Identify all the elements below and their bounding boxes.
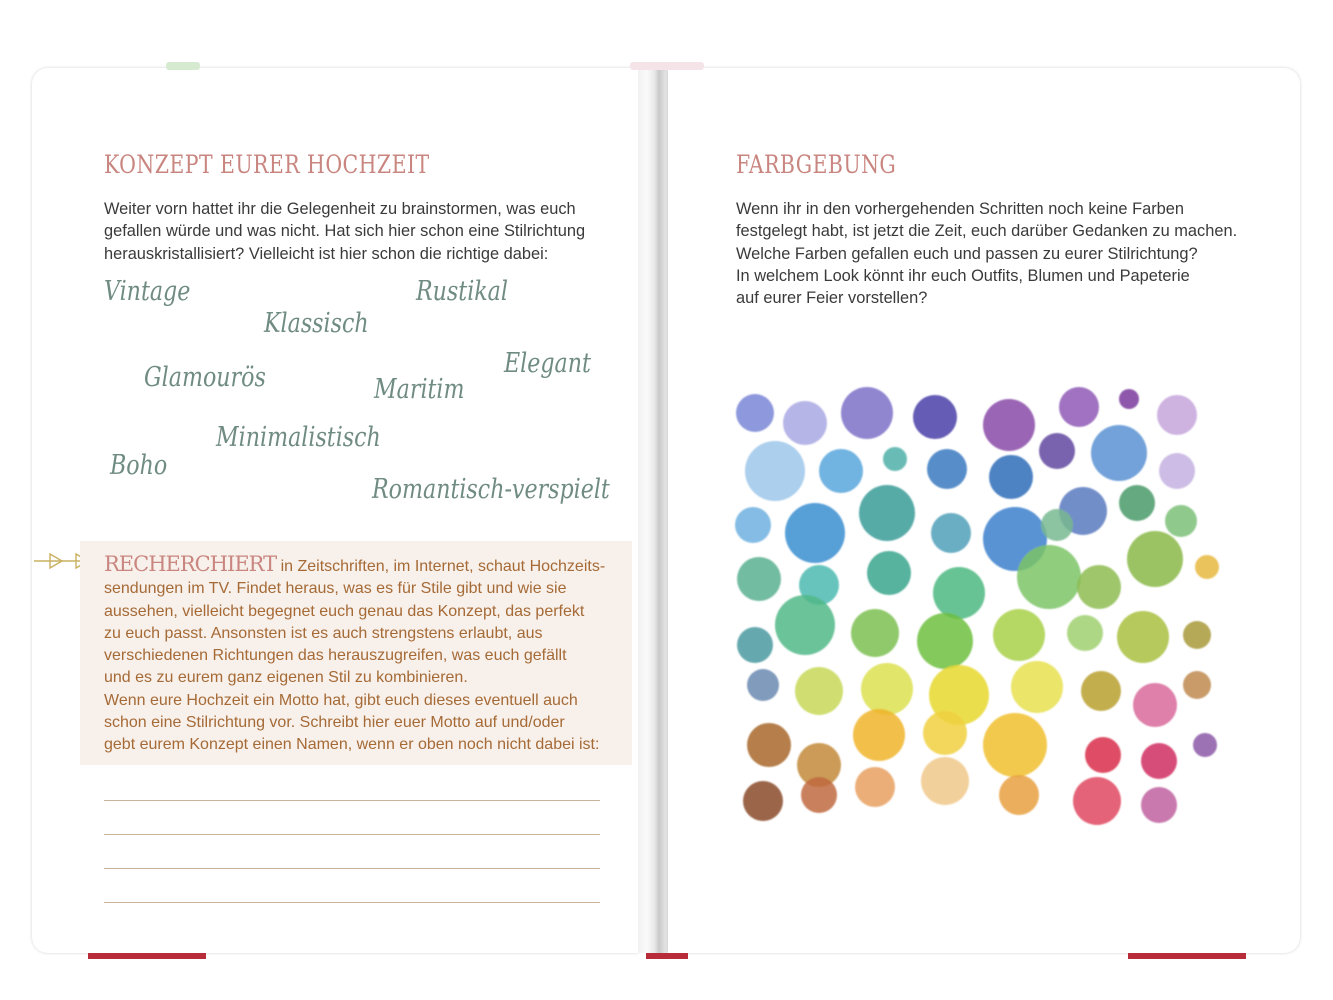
intro-line: gefallen würde und was nicht. Hat sich hier schon eine Stilrichtung: [104, 222, 586, 241]
watercolor-dot: [931, 513, 971, 553]
intro-line: herauskristallisiert? Vielleicht ist hier schon die richtige dabei:: [104, 244, 549, 263]
watercolor-dot: [1017, 545, 1081, 609]
research-line: Wenn eure Hochzeit ein Motto hat, gibt euch dieses eventuell auch: [104, 691, 578, 709]
research-line: verschiedenen Richtungen das herauszugreifen, was euch gefällt: [104, 647, 567, 665]
book-spine: [638, 68, 668, 953]
bookmark-ribbon: [1128, 953, 1246, 959]
watercolor-dot: [989, 455, 1033, 499]
watercolor-dot: [1141, 743, 1177, 779]
watercolor-dot: [855, 767, 895, 807]
research-line: sendungen im TV. Findet heraus, was es für Stile gibt und wie sie: [104, 580, 567, 598]
intro-line: Welche Farben gefallen euch und passen zu eurer Stilrichtung?: [736, 244, 1198, 263]
writing-line[interactable]: [104, 800, 600, 801]
watercolor-dot: [1165, 505, 1197, 537]
left-page: [32, 68, 638, 953]
watercolor-dot: [883, 447, 907, 471]
intro-line: auf eurer Feier vorstellen?: [736, 289, 928, 308]
watercolor-dot: [1085, 737, 1121, 773]
style-word-vintage: Vintage: [104, 276, 191, 307]
watercolor-dot: [737, 557, 781, 601]
watercolor-dot: [1067, 615, 1103, 651]
watercolor-dot: [795, 667, 843, 715]
watercolor-dots-illustration: [719, 385, 1229, 835]
watercolor-dot: [1157, 395, 1197, 435]
research-keyword: RECHERCHIERT: [104, 552, 277, 576]
watercolor-dot: [867, 551, 911, 595]
watercolor-dot: [927, 449, 967, 489]
watercolor-dot: [1133, 683, 1177, 727]
watercolor-dot: [1195, 555, 1219, 579]
watercolor-dot: [783, 401, 827, 445]
watercolor-dot: [933, 567, 985, 619]
style-word-boho: Boho: [110, 450, 168, 481]
research-line: in Zeitschriften, im Internet, schaut Hochzeits-: [276, 558, 606, 575]
watercolor-dot: [745, 441, 805, 501]
research-note: [80, 541, 632, 765]
leaf-decoration: [166, 62, 200, 70]
watercolor-dot: [917, 613, 973, 669]
style-word-klassisch: Klassisch: [264, 308, 369, 339]
style-word-minimalistisch: Minimalistisch: [216, 422, 381, 453]
bookmark-ribbon: [88, 953, 206, 959]
style-word-elegant: Elegant: [504, 348, 591, 379]
watercolor-dot: [1073, 777, 1121, 825]
watercolor-dot: [785, 503, 845, 563]
research-line: schon eine Stilrichtung vor. Schreibt hier euer Motto auf und/oder: [104, 714, 565, 732]
style-word-rustikal: Rustikal: [416, 276, 508, 307]
watercolor-dot: [1081, 671, 1121, 711]
watercolor-dot: [1077, 565, 1121, 609]
intro-line: In welchem Look könnt ihr euch Outfits, Blumen und Papeterie: [736, 266, 1190, 285]
writing-line[interactable]: [104, 834, 600, 835]
style-word-romantisch-verspielt: Romantisch-verspielt: [372, 474, 610, 505]
watercolor-dot: [1183, 671, 1211, 699]
watercolor-dot: [1159, 453, 1195, 489]
page-heading-left: KONZEPT EURER HOCHZEIT: [104, 150, 430, 179]
watercolor-dot: [1011, 661, 1063, 713]
research-text: [104, 553, 634, 757]
watercolor-dot: [801, 777, 837, 813]
watercolor-dot: [1183, 621, 1211, 649]
intro-line: Weiter vorn hattet ihr die Gelegenheit zu brainstormen, was euch: [104, 200, 576, 218]
watercolor-dot: [743, 781, 783, 821]
watercolor-dot: [747, 669, 779, 701]
watercolor-dot: [1127, 531, 1183, 587]
watercolor-dot: [1119, 389, 1139, 409]
watercolor-dot: [921, 757, 969, 805]
watercolor-dot: [1039, 433, 1075, 469]
watercolor-dot: [923, 711, 967, 755]
watercolor-dot: [983, 399, 1035, 451]
watercolor-dot: [859, 485, 915, 541]
watercolor-dot: [1041, 509, 1073, 541]
watercolor-dot: [819, 449, 863, 493]
watercolor-dot: [1141, 787, 1177, 823]
watercolor-dot: [747, 723, 791, 767]
research-line: aussehen, vielleicht begegnet euch genau das Konzept, das perfekt: [104, 602, 585, 620]
writing-line[interactable]: [104, 868, 600, 869]
watercolor-dot: [841, 387, 893, 439]
watercolor-dot: [993, 609, 1045, 661]
style-word-glamouroes: Glamourös: [144, 362, 266, 393]
watercolor-dot: [775, 595, 835, 655]
cover-edge: [630, 62, 704, 70]
page-heading-right: FARBGEBUNG: [736, 150, 897, 179]
writing-line[interactable]: [104, 902, 600, 903]
watercolor-dot: [1059, 387, 1099, 427]
watercolor-dot: [1117, 611, 1169, 663]
watercolor-dot: [1119, 485, 1155, 521]
watercolor-dot: [1091, 425, 1147, 481]
watercolor-dot: [999, 775, 1039, 815]
research-line: zu euch passt. Ansonsten ist es auch strengstens erlaubt, aus: [104, 624, 543, 642]
watercolor-dot: [735, 507, 771, 543]
watercolor-dot: [736, 394, 774, 432]
intro-line: festgelegt habt, ist jetzt die Zeit, euch darüber Gedanken zu machen.: [736, 222, 1238, 241]
watercolor-dot: [737, 627, 773, 663]
watercolor-dot: [851, 609, 899, 657]
research-line: gebt eurem Konzept einen Namen, wenn er oben noch nicht dabei ist:: [104, 736, 600, 754]
intro-text-left: [104, 198, 585, 265]
watercolor-dot: [861, 663, 913, 715]
bookmark-ribbon: [646, 953, 688, 959]
watercolor-dot: [1193, 733, 1217, 757]
research-line: und es zu eurem ganz eigenen Stil zu kombinieren.: [104, 669, 468, 687]
watercolor-dot: [913, 395, 957, 439]
intro-line: Wenn ihr in den vorhergehenden Schritten noch keine Farben: [736, 200, 1184, 218]
style-word-maritim: Maritim: [374, 374, 465, 405]
watercolor-dot: [983, 713, 1047, 777]
watercolor-dot: [853, 709, 905, 761]
intro-text-right: [736, 198, 1237, 309]
